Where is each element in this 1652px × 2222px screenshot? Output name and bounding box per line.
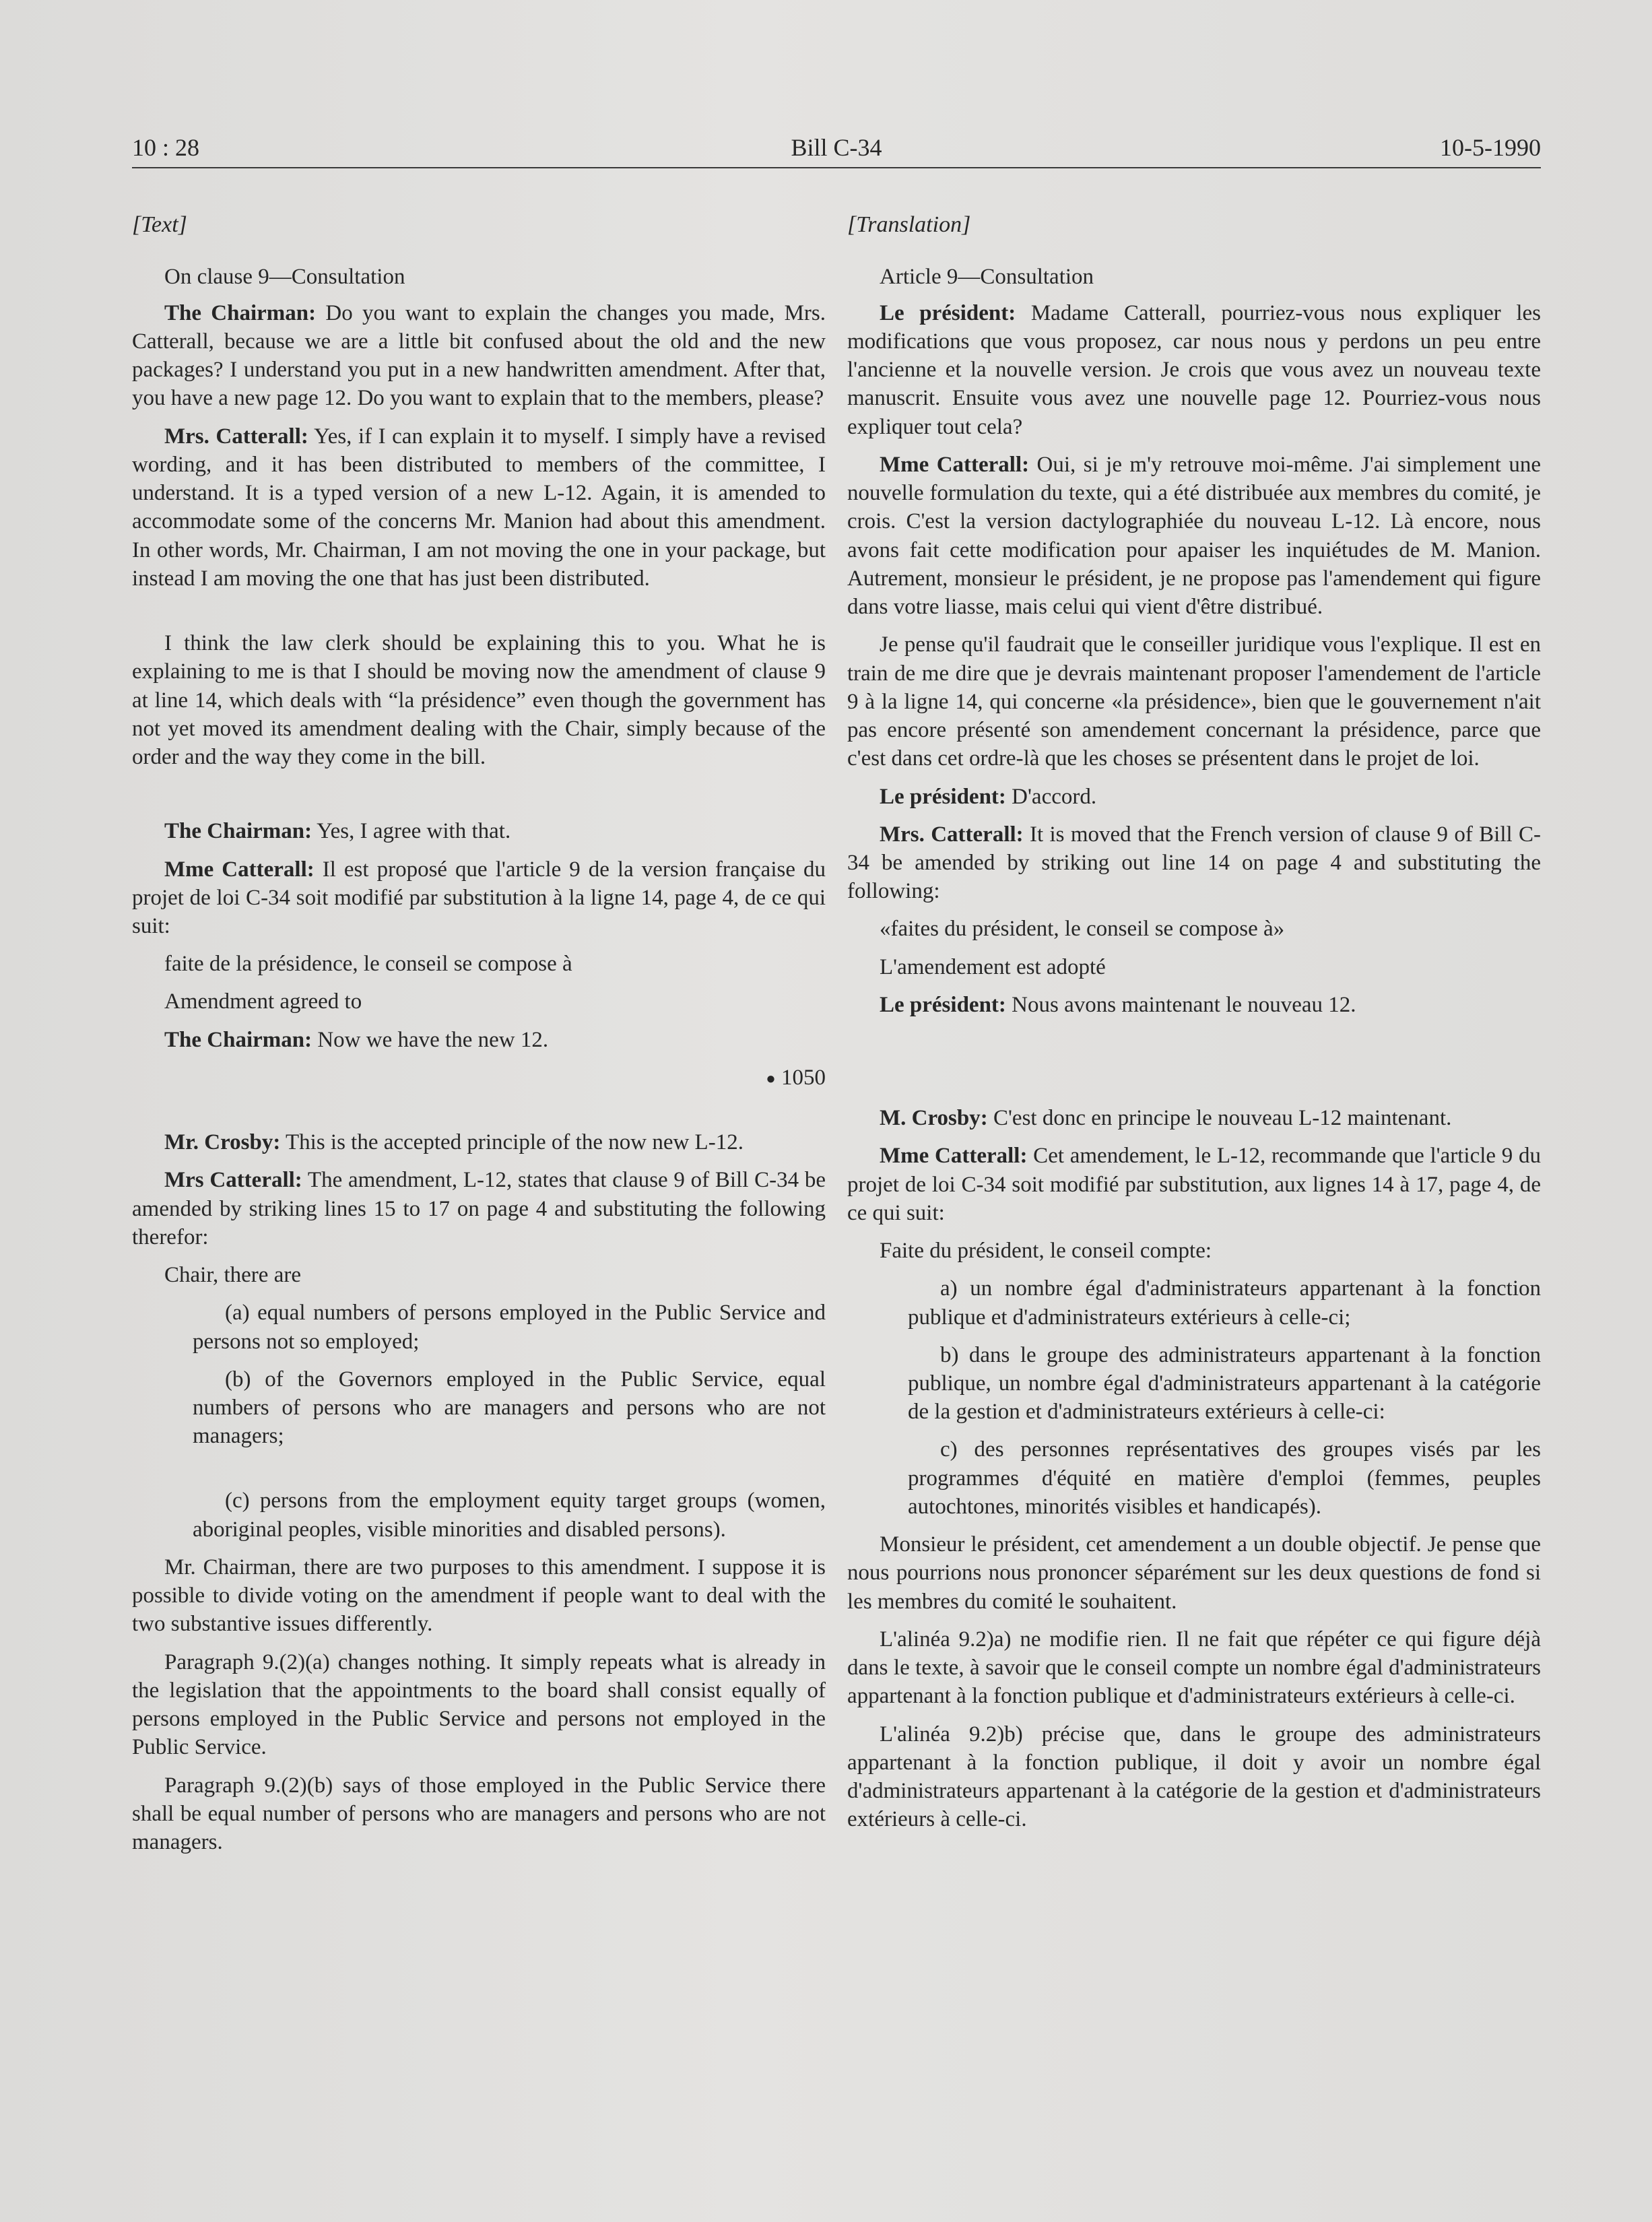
paragraph: Mme Catterall: Oui, si je m'y retrouve moi-même. J'ai simplement une nouvelle formulation du texte, qui a été distribuée aux membres du comité, je crois. C'est la version dactylographiée du nouveau L-12. Là encore, nous avons fait cette modification pour apaiser les inquiétudes de M. Manion. Autrement, monsieur le président, je ne propose pas l'amendement qui figure dans votre liasse, mais celui qui vient d'être distribué. [847,452,1541,620]
paragraph: Le président: D'accord. [880,784,1097,809]
paragraph: Le président: Nous avons maintenant le nouveau 12. [880,992,1356,1017]
speaker: M. Crosby: [880,1106,988,1131]
speaker: Mrs. Catterall: [164,424,308,449]
clause-heading: On clause 9—Consultation [164,264,405,289]
paragraph: The Chairman: Yes, I agree with that. [164,819,511,844]
list-item: (b) of the Governors employed in the Public Service, equal numbers of persons who are managers and persons who are not managers; [193,1367,826,1449]
bullet-icon: ● [766,1070,776,1088]
clause-heading: Article 9—Consultation [880,264,1094,289]
speaker: Le président: [880,992,1006,1017]
speaker: Mme Catterall: [880,1144,1028,1169]
list-item: (a) equal numbers of persons employed in the Public Service and persons not so employed; [193,1301,826,1354]
paragraph: The Chairman: Do you want to explain the changes you made, Mrs. Catterall, because we are a little bit confused about the old and the new packages? I understand you put in a new handwritten amendment. After that, you have a new page 12. Do you want to explain that to the members, please? [132,300,826,411]
paragraph: Mrs. Catterall: Yes, if I can explain it to myself. I simply have a revised wording, and it has been distributed to members of the committee, I understand. It is a typed version of a new L-12. Again, it is amended to accommodate some of the concerns Mr. Manion had about this amendment. In other words, Mr. Chairman, I am not moving the one in your package, but instead I am moving the one that has just been distributed. [132,424,826,591]
paragraph: Mme Catterall: Il est proposé que l'article 9 de la version française du projet de loi C-34 soit modifié par substitution à la ligne 14, page 4, de ce qui suit: [132,857,826,938]
paragraph: faite de la présidence, le conseil se compose à [164,952,572,977]
paragraph: Monsieur le président, cet amendement a un double objectif. Je pense que nous pourrions nous prononcer séparément sur les deux questions de fond si les membres du comité le souhaitent. [847,1532,1541,1614]
english-column [132,210,826,1866]
paragraph: L'alinéa 9.2)a) ne modifie rien. Il ne fait que répéter ce qui figure déjà dans le texte, à savoir que le conseil compte un nombre égal d'administrateurs appartenant à la fonction publique et d'administrateurs extérieurs à celle-ci. [847,1627,1541,1709]
paragraph: M. Crosby: C'est donc en principe le nouveau L-12 maintenant. [880,1106,1452,1131]
paragraph: Mrs. Catterall: It is moved that the French version of clause 9 of Bill C-34 be amended by striking out line 14 on page 4 and substituting the following: [847,822,1541,904]
speaker: The Chairman: [164,300,317,325]
paragraph: Amendment agreed to [164,989,362,1014]
speaker: Mme Catterall: [164,857,315,882]
french-column [847,210,1541,1843]
translation-label: [Translation] [847,212,971,237]
speaker: Le président: [880,300,1016,325]
speaker: The Chairman: [164,819,312,844]
speaker: Mrs Catterall: [164,1168,302,1193]
paragraph: Le président: Madame Catterall, pourriez-vous nous expliquer les modifications que vous proposez, car nous nous y perdons un peu entre l'ancienne et la nouvelle version. Je crois que vous avez un nouveau texte manuscrit. Ensuite vous avez une nouvelle page 12. Pourriez-vous nous expliquer tout cela? [847,300,1541,439]
list-item: a) un nombre égal d'administrateurs appartenant à la fonction publique et d'administrateurs extérieurs à celle-ci; [908,1276,1541,1330]
speaker: Mme Catterall: [880,452,1030,477]
paragraph: Je pense qu'il faudrait que le conseiller juridique vous l'explique. Il est en train de me dire que je devrais maintenant proposer l'amendement de l'article 9 à la ligne 14, qui concerne «la présidence», bien que le gouvernement n'ait pas encore présenté son amendement concernant la présidence, parce que c'est dans cet ordre-là que les choses se présentent dans le projet de loi. [847,632,1541,771]
paragraph: Mme Catterall: Cet amendement, le L-12, recommande que l'article 9 du projet de loi C-34 soit modifié par substitution, aux lignes 14 à 17, page 4, de ce qui suit: [847,1144,1541,1225]
speaker: The Chairman: [164,1027,312,1052]
paragraph: I think the law clerk should be explaining this to you. What he is explaining to me is that I should be moving now the amendment of clause 9 at line 14, which deals with “la présidence” even though the government has not yet moved its amendment dealing with the Chair, simply because of the order and the way they come in the bill. [132,631,826,770]
paragraph: Paragraph 9.(2)(b) says of those employed in the Public Service there shall be equal number of persons who are managers and persons who are not managers. [132,1773,826,1855]
paragraph: L'amendement est adopté [880,954,1106,979]
paragraph: Mr. Crosby: This is the accepted principle of the now new L-12. [164,1130,744,1155]
header-date: 10-5-1990 [1440,134,1541,161]
speaker: Mr. Crosby: [164,1130,281,1155]
speaker: Le président: [880,784,1006,809]
list-item: c) des personnes représentatives des groupes visés par les programmes d'équité en matière d'emploi (femmes, peuples autochtones, minorités visibles et handicapés). [908,1437,1541,1519]
paragraph: Mrs Catterall: The amendment, L-12, states that clause 9 of Bill C-34 be amended by striking lines 15 to 17 on page 4 and substituting the following therefor: [132,1168,826,1249]
paragraph: The Chairman: Now we have the new 12. [164,1027,549,1052]
bill-title: Bill C-34 [791,134,882,161]
paragraph: Chair, there are [164,1263,301,1288]
time-stamp: ● 1050 [766,1065,826,1090]
text-label: [Text] [132,212,187,237]
list-item: (c) persons from the employment equity target groups (women, aboriginal peoples, visible minorities and disabled persons). [193,1489,826,1542]
speaker: Mrs. Catterall: [880,822,1024,847]
paragraph: Faite du président, le conseil compte: [880,1239,1212,1264]
page-header [132,133,1541,168]
paragraph: Mr. Chairman, there are two purposes to this amendment. I suppose it is possible to divide voting on the amendment if people want to deal with the two substantive issues differently. [132,1555,826,1637]
list-item: b) dans le groupe des administrateurs appartenant à la fonction publique, un nombre égal d'administrateurs appartenant à la catégorie de la gestion et d'administrateurs extérieurs à celle-ci: [908,1342,1541,1425]
paragraph: L'alinéa 9.2)b) précise que, dans le groupe des administrateurs appartenant à la fonction publique, il doit y avoir un nombre égal d'administrateurs appartenant à la catégorie de la gestion et d'administrateurs extérieurs à celle-ci. [847,1722,1541,1832]
paragraph: Paragraph 9.(2)(a) changes nothing. It simply repeats what is already in the legislation that the appointments to the board shall consist equally of persons employed in the Public Service and persons not employed in the Public Service. [132,1649,826,1760]
page-number: 10 : 28 [132,134,200,161]
paragraph: «faites du président, le conseil se compose à» [880,917,1285,942]
